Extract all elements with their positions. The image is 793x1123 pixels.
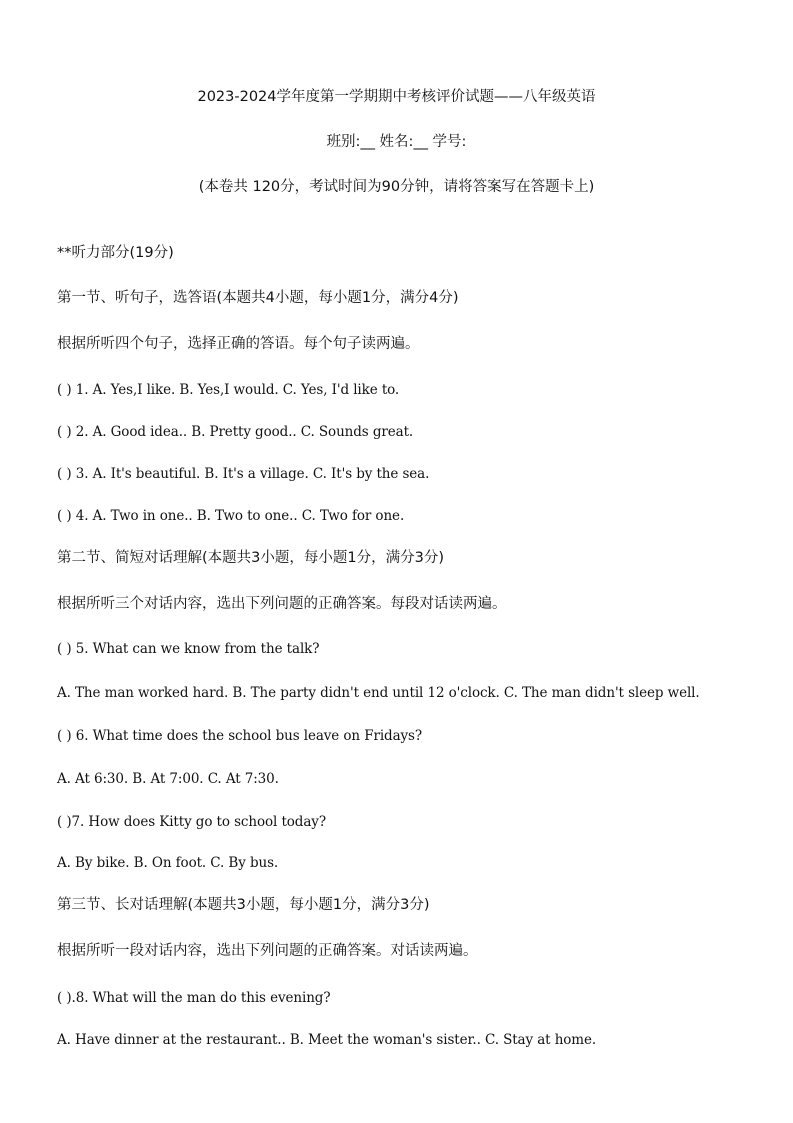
section2-title: 第二节、简短对话理解(本题共3小题，每小题1分，满分3分) [57, 550, 444, 566]
question-5-options: A. The man worked hard. B. The party didn't end until 12 o'clock. C. The man didn't sleep well. [57, 685, 700, 701]
section1-title: 第一节、听句子，选答语(本题共4小题，每小题1分，满分4分) [57, 290, 459, 306]
question-8-options: A. Have dinner at the restaurant.. B. Meet the woman's sister.. C. Stay at home. [57, 1032, 597, 1048]
question-3: ( ) 3. A. It's beautiful. B. It's a village. C. It's by the sea. [57, 466, 430, 482]
section3-instruction: 根据所听一段对话内容，选出下列问题的正确答案。对话读两遍。 [57, 943, 478, 959]
question-1: ( ) 1. A. Yes,I like. B. Yes,I would. C. Yes, I'd like to. [57, 382, 400, 398]
section1-instruction: 根据所听四个句子，选择正确的答语。每个句子读两遍。 [57, 336, 420, 352]
question-6: ( ) 6. What time does the school bus leave on Fridays? [57, 728, 423, 744]
question-6-options: A. At 6:30. B. At 7:00. C. At 7:30. [57, 771, 279, 787]
section3-title: 第三节、长对话理解(本题共3小题，每小题1分，满分3分) [57, 897, 430, 913]
question-7-options: A. By bike. B. On foot. C. By bus. [57, 855, 279, 871]
question-4: ( ) 4. A. Two in one.. B. Two to one.. C. Two for one. [57, 508, 405, 524]
section2-instruction: 根据所听三个对话内容，选出下列问题的正确答案。每段对话读两遍。 [57, 596, 507, 612]
listening-part-title: **听力部分(19分) [57, 245, 174, 261]
question-8: ( ).8. What will the man do this evening? [57, 990, 331, 1006]
exam-note: (本卷共 120分，考试时间为90分钟，请将答案写在答题卡上) [198, 179, 595, 195]
exam-title: 2023-2024学年度第一学期期中考核评价试题——八年级英语 [197, 89, 596, 105]
question-5: ( ) 5. What can we know from the talk? [57, 641, 320, 657]
student-info-line: 班别:__ 姓名:__ 学号: [326, 134, 467, 150]
question-2: ( ) 2. A. Good idea.. B. Pretty good.. C. Sounds great. [57, 424, 414, 440]
question-7: ( )7. How does Kitty go to school today? [57, 814, 326, 830]
